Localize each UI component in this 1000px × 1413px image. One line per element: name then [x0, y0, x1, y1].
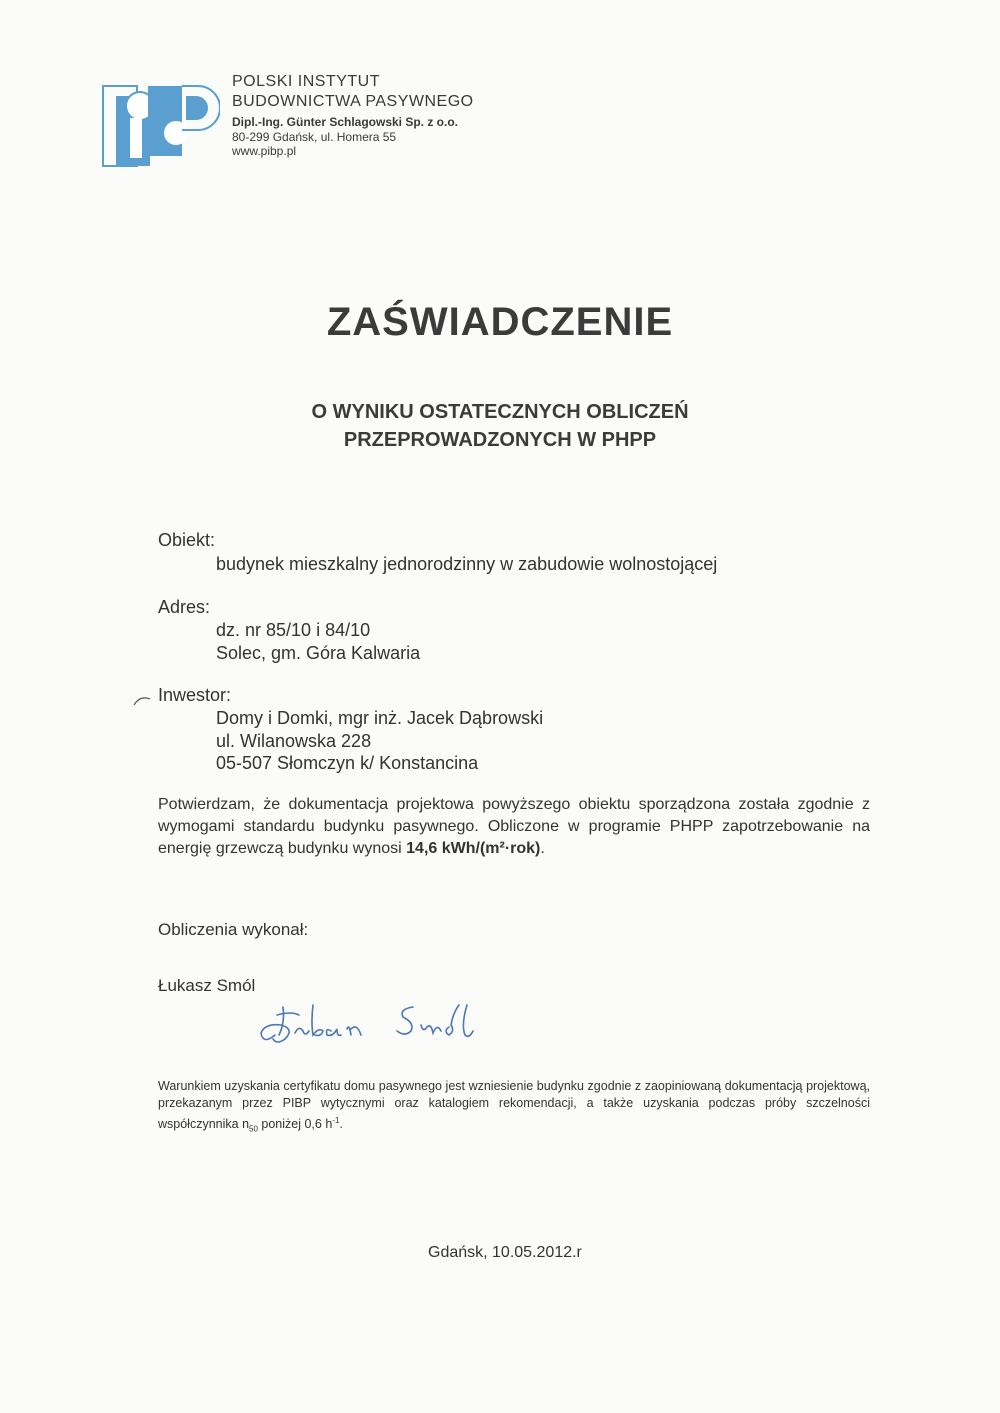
- org-address: 80-299 Gdańsk, ul. Homera 55: [232, 130, 397, 144]
- investor-line2: ul. Wilanowska 228: [216, 731, 372, 751]
- place-and-date: Gdańsk, 10.05.2012.r: [428, 1244, 582, 1261]
- note-final: .: [339, 1117, 343, 1132]
- note-text: Warunkiem uzyskania certyfikatu domu pasywnego jest wzniesienie budynku zgodnie z zaopiniowaną dokumentacją projektową, przekazanym przez PIBP wytycznymi oraz katalogiem rekomendacji, a także uzyskania podczas próby szczelności współczynnika n: [158, 1079, 870, 1132]
- note-subscript: 50: [249, 1124, 258, 1134]
- address-label: Adres:: [158, 597, 211, 617]
- document-title: ZAŚWIADCZENIE: [326, 300, 674, 344]
- document-subtitle: [0, 398, 1000, 454]
- org-name-line2: BUDOWNICTWA PASYWNEGO: [232, 93, 474, 110]
- confirmation-paragraph: [158, 794, 870, 860]
- investor-line3: 05-507 Słomczyn k/ Konstancina: [216, 753, 479, 773]
- object-label: Obiekt:: [158, 530, 216, 550]
- address-line2: Solec, gm. Góra Kalwaria: [216, 643, 421, 663]
- pencil-mark-icon: [132, 693, 154, 707]
- org-company: Dipl.-Ing. Günter Schlagowski Sp. z o.o.: [232, 115, 459, 129]
- confirmation-text: Potwierdzam, że dokumentacja projektowa powyższego obiektu sporządzona została zgodnie z wymogami standardu budynku pasywnego. Obliczone w programie PHPP zapotrzebowanie na energię grzewczą budynku wynosi: [158, 796, 870, 857]
- subtitle-line2: PRZEPROWADZONYCH W PHPP: [343, 429, 657, 451]
- investor-line1: Domy i Domki, mgr inż. Jacek Dąbrowski: [216, 708, 544, 728]
- address-line1: dz. nr 85/10 i 84/10: [216, 620, 371, 640]
- energy-demand-value: 14,6 kWh/(m²·rok): [406, 840, 541, 857]
- org-name-line1: POLSKI INSTYTUT: [232, 73, 380, 90]
- certificate-condition-note: [158, 1078, 870, 1138]
- note-text-end: poniżej 0,6 h: [257, 1117, 333, 1132]
- investor-label: Inwestor:: [158, 685, 232, 705]
- subtitle-line1: O WYNIKU OSTATECZNYCH OBLICZEŃ: [311, 401, 689, 423]
- confirmation-end: .: [540, 840, 545, 857]
- org-website: www.pibp.pl: [232, 144, 297, 158]
- handwritten-signature: [255, 995, 485, 1050]
- organization-block: [232, 72, 474, 158]
- object-value: budynek mieszkalny jednorodzinny w zabudowie wolnostojącej: [216, 554, 718, 574]
- pibp-logo: [102, 78, 220, 168]
- author-name: Łukasz Smól: [158, 976, 256, 995]
- note-superscript: -1: [332, 1116, 340, 1125]
- calculations-label: Obliczenia wykonał:: [158, 920, 309, 939]
